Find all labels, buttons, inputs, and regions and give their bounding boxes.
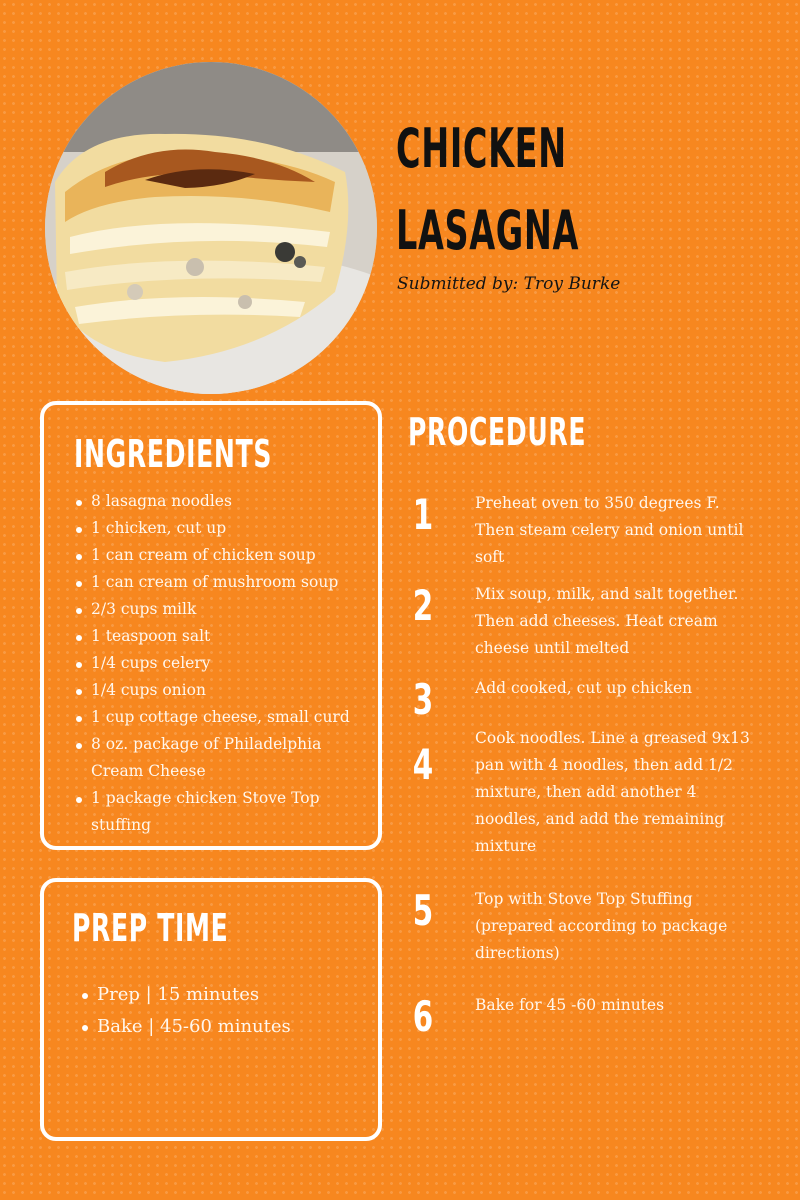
step-number: 3 (412, 675, 434, 724)
ingredient-item: 1 teaspoon salt (72, 623, 372, 650)
ingredient-item: 1 can cream of chicken soup (72, 542, 372, 569)
ingredient-item: 1 chicken, cut up (72, 515, 372, 542)
ingredient-item: 1 package chicken Stove Top stuffing (72, 785, 372, 839)
prep-time-heading: PREP TIME (72, 906, 229, 950)
ingredient-item: 1 can cream of mushroom soup (72, 569, 372, 596)
ingredient-item: 8 lasagna noodles (72, 488, 372, 515)
ingredient-item: 2/3 cups milk (72, 596, 372, 623)
step-text: Bake for 45 -60 minutes (475, 996, 665, 1014)
step-number: 1 (412, 490, 434, 539)
ingredient-item: 8 oz. package of Philadelphia Cream Cheese (72, 731, 372, 785)
step-text: Preheat oven to 350 degrees F. Then steam celery and onion until soft (475, 494, 744, 566)
step-number: 2 (412, 581, 434, 630)
recipe-title (396, 108, 619, 272)
step-text: Cook noodles. Line a greased 9x13 pan with 4 noodles, then add 1/2 mixture, then add another 4 noodles, and add the remaining mixture (475, 729, 750, 855)
step-text: Top with Stove Top Stuffing (prepared according to package directions) (475, 890, 728, 962)
prep-time-item: Prep | 15 minutes (78, 979, 368, 1011)
title-line-2: LASAGNA (396, 199, 580, 262)
step-text: Add cooked, cut up chicken (475, 679, 693, 697)
step-number: 4 (412, 740, 434, 789)
prep-time-list (78, 979, 368, 1043)
ingredients-list (72, 488, 372, 839)
lasagna-photo (45, 62, 377, 394)
step-number: 6 (412, 992, 434, 1041)
ingredient-item: 1/4 cups onion (72, 677, 372, 704)
ingredients-heading: INGREDIENTS (74, 432, 273, 476)
submitted-by: Submitted by: Troy Burke (397, 274, 621, 294)
ingredient-item: 1/4 cups celery (72, 650, 372, 677)
ingredient-item: 1 cup cottage cheese, small curd (72, 704, 372, 731)
title-line-1: CHICKEN (396, 117, 567, 180)
step-number: 5 (412, 886, 434, 935)
prep-time-item: Bake | 45-60 minutes (78, 1011, 368, 1043)
step-text: Mix soup, milk, and salt together. Then add cheeses. Heat cream cheese until melted (475, 585, 739, 657)
procedure-heading: PROCEDURE (408, 410, 587, 454)
